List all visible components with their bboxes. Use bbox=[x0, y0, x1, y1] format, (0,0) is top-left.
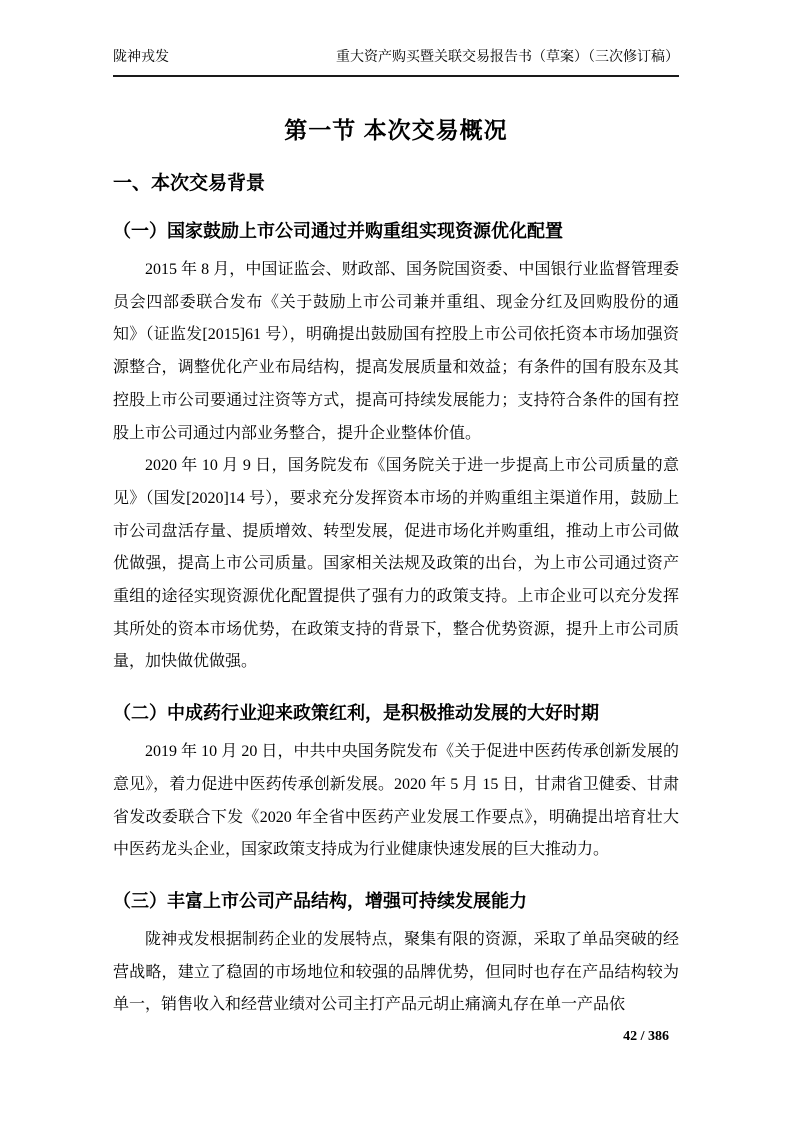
paragraph-product-structure: 陇神戎发根据制药企业的发展特点，聚集有限的资源，采取了单品突破的经营战略，建立了稳固的市场地位和较强的品牌优势，但同时也存在产品结构较为单一，销售收入和经营业绩对公司主打产品元胡止痛滴丸存在单一产品依 bbox=[113, 930, 679, 1014]
paragraph-policy-2020: 2020 年 10 月 9 日，国务院发布《国务院关于进一步提高上市公司质量的意见》（国发[2020]14 号），要求充分发挥资本市场的并购重组主渠道作用，鼓励上市公司盘活存量、提质增效、转型发展，促进市场化并购重组，推动上市公司做优做强，提高上市公司质量。国家相关法规及政策的出台，为上市公司通过资产重组的途径实现资源优化配置提供了强有力的政策支持。上市企业可以充分发挥其所处的资本市场优势，在政策支持的背景下，整合优势资源，提升上市公司质量，加快做优做强。 bbox=[113, 457, 679, 671]
section-heading-background: 一、本次交易背景 bbox=[113, 173, 266, 194]
header-report-title: 重大资产购买暨关联交易报告书（草案）（三次修订稿） bbox=[336, 50, 679, 65]
paragraph-tcm-policy: 2019 年 10 月 20 日，中共中央国务院发布《关于促进中医药传承创新发展的意见》，着力促进中医药传承创新发展。2020 年 5 月 15 日，甘肃省卫健委、甘肃省发改委联合下发《2020 年全省中医药产业发展工作要点》，明确提出培育壮大中医药龙头企业，国家政策支持成为行业健康快速发展的巨大推动力。 bbox=[113, 743, 679, 859]
header-company-name: 陇神戎发 bbox=[113, 50, 169, 65]
subsection-heading-3: （三）丰富上市公司产品结构，增强可持续发展能力 bbox=[113, 890, 527, 911]
page-header bbox=[113, 48, 679, 77]
page-number: 42 / 386 bbox=[623, 1029, 669, 1045]
subsection-heading-1: （一）国家鼓励上市公司通过并购重组实现资源优化配置 bbox=[113, 221, 563, 241]
subsection-heading-2: （二）中成药行业迎来政策红利，是积极推动发展的大好时期 bbox=[113, 703, 599, 724]
paragraph-policy-2015: 2015 年 8 月，中国证监会、财政部、国务院国资委、中国银行业监督管理委员会四部委联合发布《关于鼓励上市公司兼并重组、现金分红及回购股份的通知》（证监发[2015]61 号），明确提出鼓励国有控股上市公司依托资本市场加强资源整合，调整优化产业布局结构，提高发展质量和效益；有条件的国有股东及其控股上市公司要通过注资等方式，提高可持续发展能力；支持符合条件的国有控股上市公司通过内部业务整合，提升企业整体价值。 bbox=[113, 261, 679, 442]
page-title: 第一节 本次交易概况 bbox=[284, 117, 508, 143]
